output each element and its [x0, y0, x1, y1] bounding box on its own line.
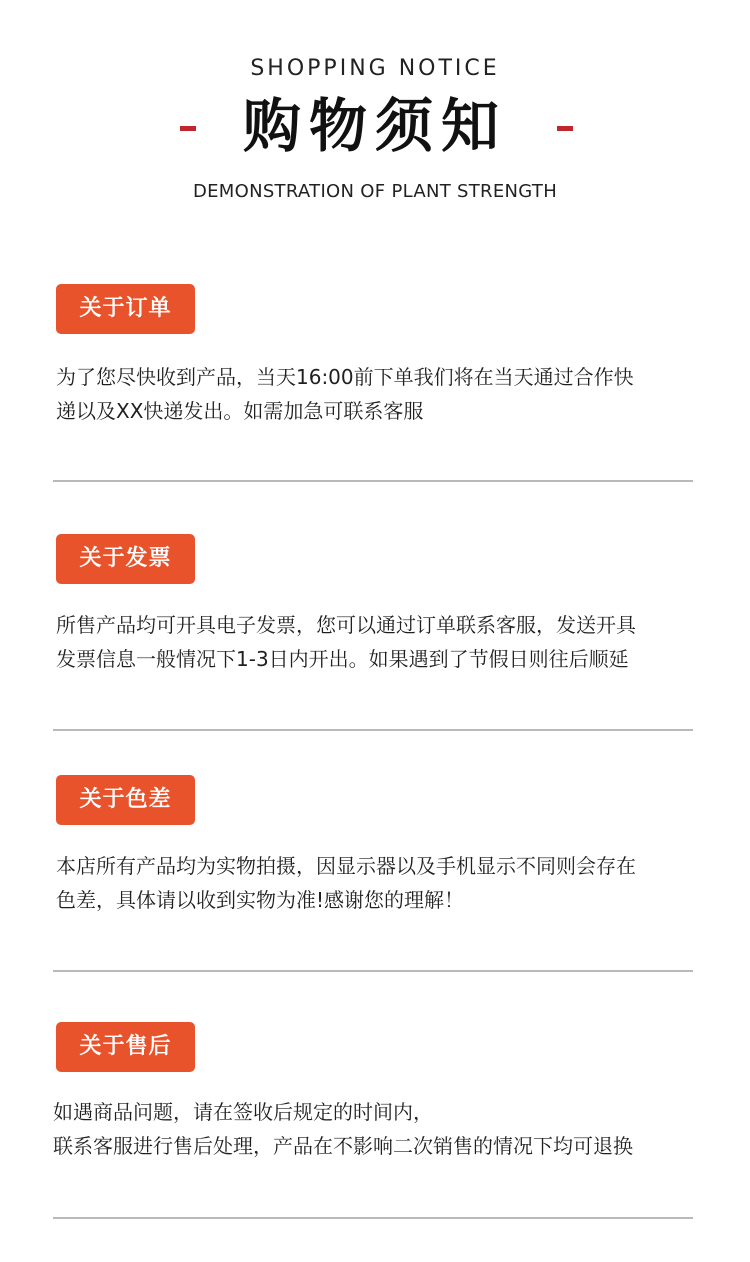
- section-body-after-sales: [53, 1095, 713, 1163]
- body-line: 发票信息一般情况下1-3日内开出。如果遇到了节假日则往后顺延: [56, 647, 629, 671]
- section-body-invoice: [56, 608, 716, 676]
- body-line: 所售产品均可开具电子发票，您可以通过订单联系客服，发送开具: [56, 613, 636, 637]
- section-divider: [53, 480, 693, 482]
- section-body-color-difference: [56, 849, 716, 917]
- right-dash-decoration: [557, 126, 573, 131]
- body-line: 为了您尽快收到产品，当天16:00前下单我们将在当天通过合作快: [56, 365, 634, 389]
- section-tag-invoice: 关于发票: [56, 534, 195, 584]
- section-tag-order: 关于订单: [56, 284, 195, 334]
- section-tag-color-difference: 关于色差: [56, 775, 195, 825]
- body-line: 色差，具体请以收到实物为准!感谢您的理解！: [56, 888, 465, 912]
- body-line: 联系客服进行售后处理，产品在不影响二次销售的情况下均可退换: [53, 1134, 633, 1158]
- header-title-en: SHOPPING NOTICE: [250, 56, 500, 81]
- body-line: 递以及XX快递发出。如需加急可联系客服: [56, 399, 424, 423]
- header-title-cn: 购物须知: [242, 92, 507, 160]
- section-divider: [53, 970, 693, 972]
- section-body-order: [56, 360, 716, 428]
- body-line: 如遇商品问题，请在签收后规定的时间内，: [53, 1100, 433, 1124]
- header-subtitle: DEMONSTRATION OF PLANT STRENGTH: [192, 181, 558, 202]
- section-divider: [53, 729, 693, 731]
- section-divider: [53, 1217, 693, 1219]
- body-line: 本店所有产品均为实物拍摄，因显示器以及手机显示不同则会存在: [56, 854, 636, 878]
- section-tag-after-sales: 关于售后: [56, 1022, 195, 1072]
